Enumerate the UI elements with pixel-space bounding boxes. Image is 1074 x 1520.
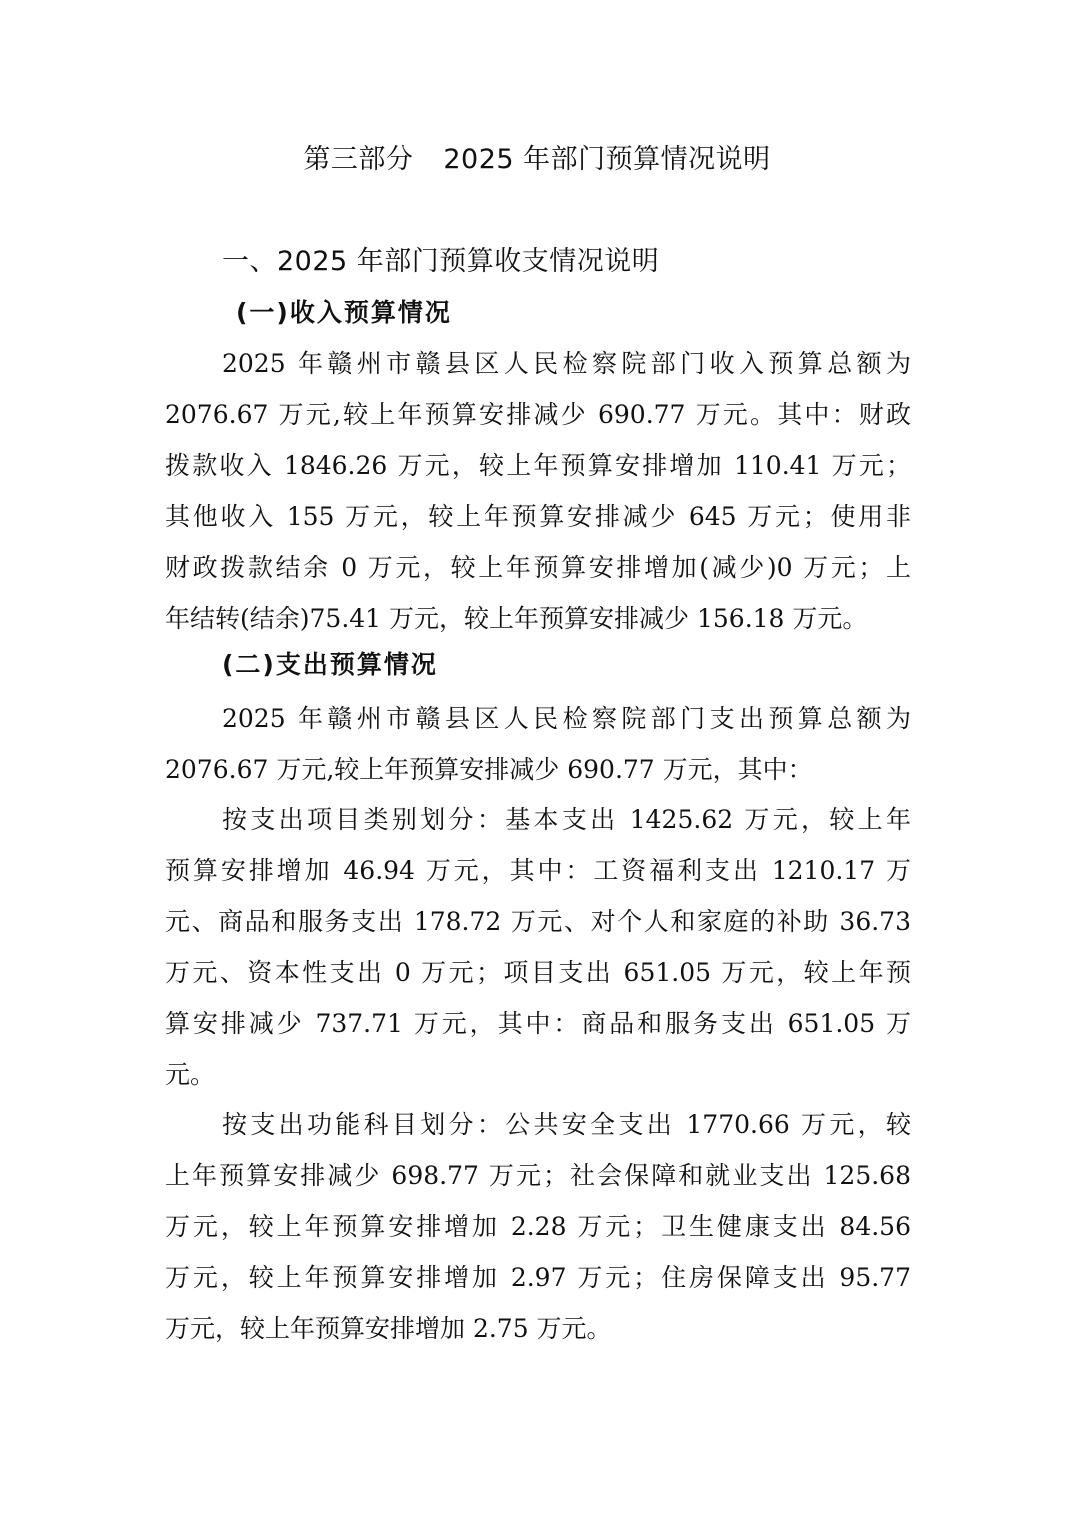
paragraph-line: 万元、资本性支出 0 万元；项目支出 651.05 万元，较上年预 bbox=[165, 958, 911, 987]
paragraph-line: 按支出功能科目划分：公共安全支出 1770.66 万元，较 bbox=[222, 1110, 911, 1139]
paragraph-expense-total bbox=[165, 693, 911, 795]
page-title bbox=[0, 138, 1074, 182]
subsection-heading-expense: (二)支出预算情况 bbox=[222, 650, 438, 679]
paragraph-line: 2025 年赣州市赣县区人民检察院部门支出预算总额为 bbox=[222, 704, 911, 733]
paragraph-line: 上年预算安排减少 698.77 万元；社会保障和就业支出 125.68 bbox=[165, 1161, 911, 1190]
paragraph-line: 万元，较上年预算安排增加 2.75 万元。 bbox=[165, 1314, 612, 1343]
paragraph-expense-by-function bbox=[165, 1099, 911, 1354]
paragraph-income bbox=[165, 338, 911, 644]
subsection-heading-income: (一)收入预算情况 bbox=[236, 298, 452, 327]
paragraph-line: 2025 年赣州市赣县区人民检察院部门收入预算总额为 bbox=[222, 349, 911, 378]
title-main-label: 2025 年部门预算情况说明 bbox=[443, 144, 771, 175]
paragraph-line: 万元，较上年预算安排增加 2.28 万元；卫生健康支出 84.56 bbox=[165, 1212, 911, 1241]
paragraph-line: 其他收入 155 万元，较上年预算安排减少 645 万元；使用非 bbox=[165, 502, 911, 531]
paragraph-line: 算安排减少 737.71 万元，其中：商品和服务支出 651.05 万 bbox=[165, 1009, 911, 1038]
paragraph-expense-by-category bbox=[165, 794, 911, 1100]
paragraph-line: 万元，较上年预算安排增加 2.97 万元；住房保障支出 95.77 bbox=[165, 1263, 911, 1292]
paragraph-line: 拨款收入 1846.26 万元，较上年预算安排增加 110.41 万元； bbox=[165, 451, 911, 480]
paragraph-line: 年结转(结余)75.41 万元，较上年预算安排减少 156.18 万元。 bbox=[165, 604, 868, 633]
paragraph-line: 预算安排增加 46.94 万元，其中：工资福利支出 1210.17 万 bbox=[165, 856, 911, 885]
paragraph-line: 2076.67 万元,较上年预算安排减少 690.77 万元。其中：财政 bbox=[165, 400, 911, 429]
paragraph-line: 元、商品和服务支出 178.72 万元、对个人和家庭的补助 36.73 bbox=[165, 907, 911, 936]
paragraph-line: 按支出项目类别划分：基本支出 1425.62 万元，较上年 bbox=[222, 805, 911, 834]
title-part-label: 第三部分 bbox=[303, 144, 414, 175]
section-heading-1: 一、2025 年部门预算收支情况说明 bbox=[222, 246, 660, 277]
paragraph-line: 元。 bbox=[165, 1060, 216, 1089]
paragraph-line: 财政拨款结余 0 万元，较上年预算安排增加(减少)0 万元；上 bbox=[165, 553, 911, 582]
paragraph-line: 2076.67 万元,较上年预算安排减少 690.77 万元，其中： bbox=[165, 755, 813, 784]
